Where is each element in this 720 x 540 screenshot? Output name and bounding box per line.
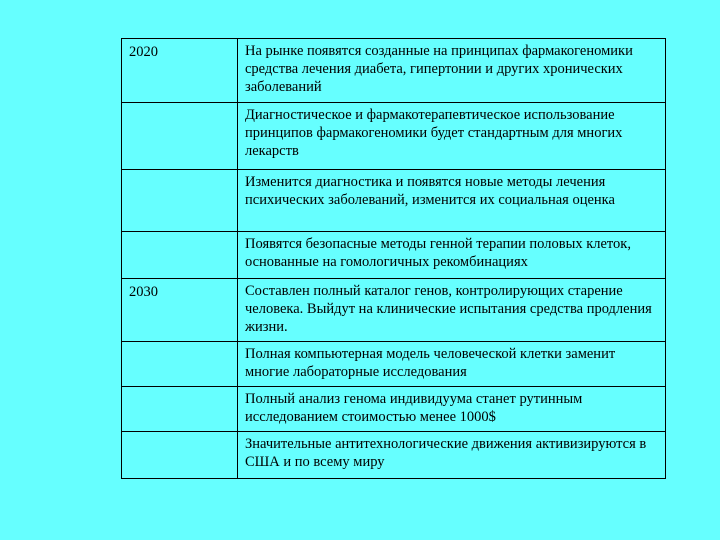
description-cell: Полный анализ генома индивидуума станет рутинным исследованием стоимостью менее 1000$: [238, 387, 666, 432]
year-cell: 2020: [122, 39, 238, 103]
table-row: [122, 432, 666, 479]
description-cell: На рынке появятся созданные на принципах фармакогеномики средства лечения диабета, гипертонии и других хронических заболеваний: [238, 39, 666, 103]
description-cell: Изменится диагностика и появятся новые методы лечения психических заболеваний, изменится их социальная оценка: [238, 170, 666, 232]
description-cell: Появятся безопасные методы генной терапии половых клеток, основанные на гомологичных рекомбинациях: [238, 232, 666, 279]
description-cell: Значительные антитехнологические движения активизируются в США и по всему миру: [238, 432, 666, 479]
table-row: [122, 170, 666, 232]
year-cell: [122, 342, 238, 387]
table-row: [122, 39, 666, 103]
table-row: [122, 103, 666, 170]
table-row: [122, 342, 666, 387]
table-row: [122, 232, 666, 279]
description-cell: Составлен полный каталог генов, контролирующих старение человека. Выйдут на клинические испытания средства продления жизни.: [238, 279, 666, 342]
year-cell: [122, 170, 238, 232]
year-cell: [122, 432, 238, 479]
description-cell: Полная компьютерная модель человеческой клетки заменит многие лабораторные исследования: [238, 342, 666, 387]
table-row: [122, 279, 666, 342]
table-row: [122, 387, 666, 432]
description-cell: Диагностическое и фармакотерапевтическое использование принципов фармакогеномики будет стандартным для многих лекарств: [238, 103, 666, 170]
forecast-table: [121, 38, 666, 479]
year-cell: [122, 103, 238, 170]
year-cell: 2030: [122, 279, 238, 342]
year-cell: [122, 232, 238, 279]
year-cell: [122, 387, 238, 432]
